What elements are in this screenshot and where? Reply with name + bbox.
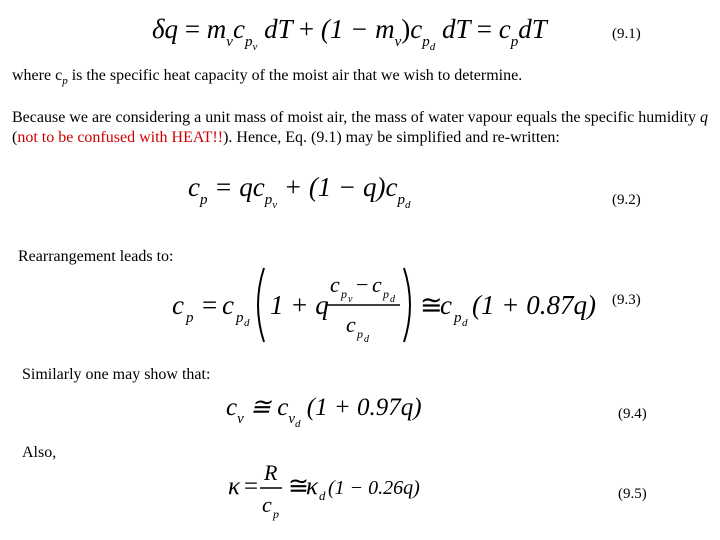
svg-text:c: c [262,492,272,517]
svg-text:≅: ≅ [288,473,309,500]
svg-text:d: d [390,294,395,305]
svg-text:c: c [346,312,356,337]
svg-text:c: c [172,290,184,320]
equation-number-9-2: (9.2) [612,192,641,208]
svg-text:p: p [273,507,279,521]
svg-text:p: p [236,310,244,326]
red-warning-text: not to be confused with HEAT!! [17,129,224,146]
svg-text:d: d [319,488,326,503]
svg-text:v: v [348,294,353,305]
also-line: Also, [22,444,57,461]
equation-number-9-3: (9.3) [612,292,641,308]
svg-text:R: R [264,460,278,485]
svg-text:(1 − 0.26q): (1 − 0.26q) [328,477,420,499]
svg-text:p: p [186,310,194,326]
equation-9-5 [226,458,426,522]
rearrangement-line: Rearrangement leads to: [18,248,174,265]
svg-text:1 + q: 1 + q [270,290,329,320]
right-paren [404,268,410,342]
equation-9-1: $\delta q = m_vc_{pv}$ dT + $(1 - m_v)c_{pd}$ dT = $c_pdT$ [152,14,547,53]
svg-text:d: d [364,334,369,345]
equation-9-4: $c_v$ ≅ $c_{vd}$ (1 + 0.97q) [226,394,422,430]
svg-text:p: p [454,310,462,326]
svg-text:p: p [357,327,363,341]
svg-text:p: p [341,287,347,301]
svg-text:κ: κ [228,473,240,500]
svg-text:κ: κ [306,473,318,500]
equation-9-2: $c_p = qc_{pv} + (1 - q)c_{pd}$ [188,172,411,211]
svg-text:d: d [462,317,468,329]
left-paren [258,268,264,342]
svg-text:c: c [330,272,340,297]
svg-text:p: p [383,287,389,301]
svg-text:(1 + 0.87q): (1 + 0.87q) [472,290,596,320]
svg-text:≅: ≅ [420,290,443,320]
svg-text:c: c [440,290,452,320]
equation-9-3 [160,262,596,348]
paragraph-because: Because we are considering a unit mass of moist air, the mass of water vapour equals the specific humidity q (not to be confused with HEAT!!). Hence, Eq. (9.1) may be simplified and re-written: [12,109,709,146]
svg-text:c: c [222,290,234,320]
svg-text:d: d [244,317,250,329]
svg-text:=: = [202,290,218,320]
where-line: where $c_p$ is the specific heat capacity of the moist air that we wish to determine. [12,67,523,87]
equation-number-9-4: (9.4) [618,406,647,422]
equation-number-9-5: (9.5) [618,486,647,502]
svg-text:−: − [356,272,369,297]
equation-number-9-1: (9.1) [612,26,641,42]
similarly-line: Similarly one may show that: [22,366,211,383]
svg-text:=: = [244,473,259,500]
svg-text:c: c [372,272,382,297]
